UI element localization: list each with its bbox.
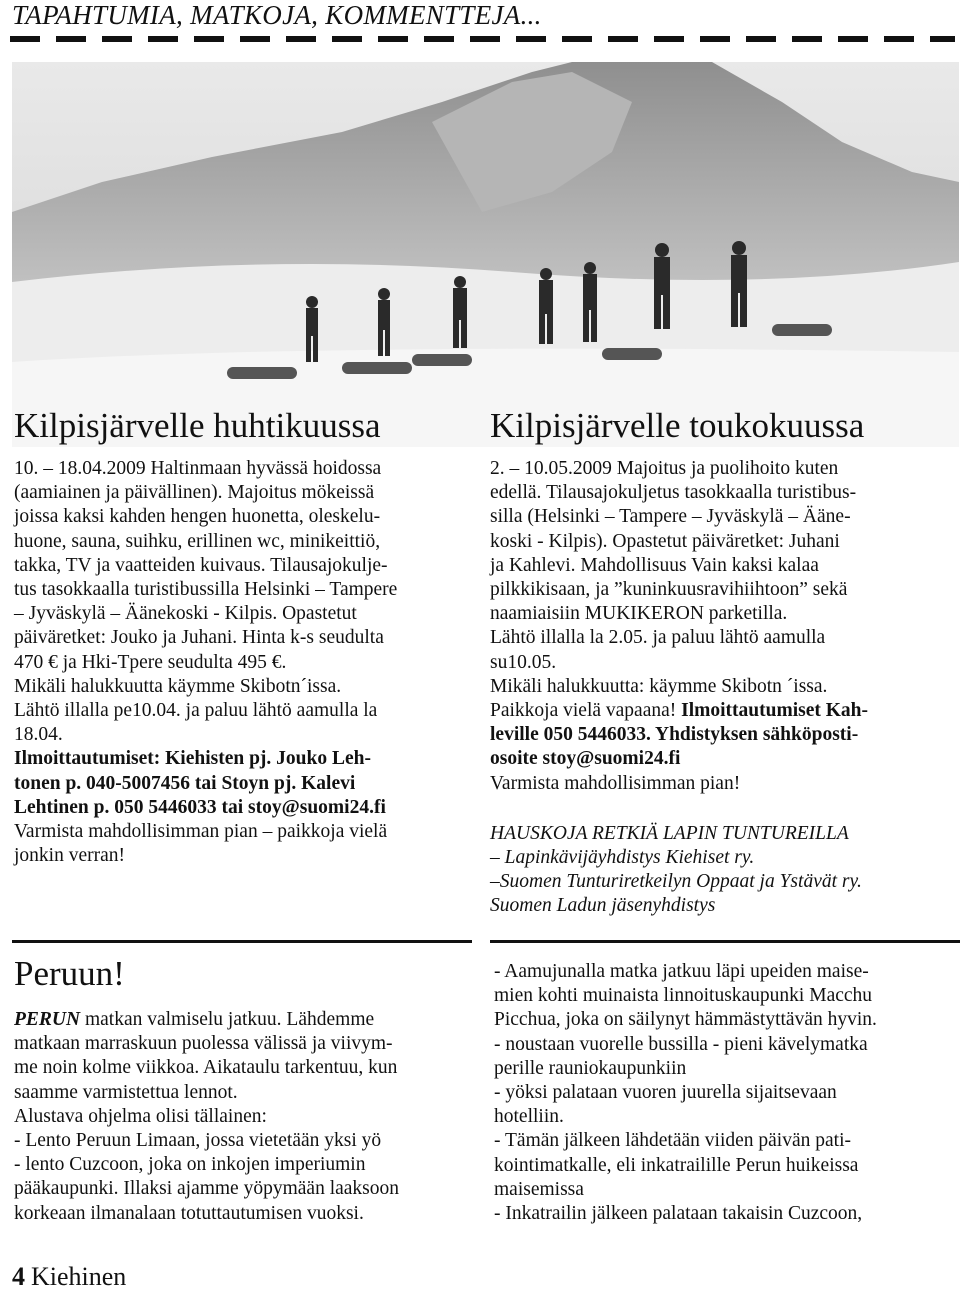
peru-article-body-right [494,960,954,1226]
text-line: 10. – 18.04.2009 Haltinmaan hyvässä hoidossa [14,458,382,479]
text-line: - Aamujunalla matka jatkuu läpi upeiden maise- [494,961,869,982]
registration-line: Lehtinen p. 050 5446033 tai stoy@suomi24.fi [14,796,386,818]
text-line: Lähtö illalla la 2.05. ja paluu lähtö aamulla [490,627,826,649]
section-divider-right [490,940,960,943]
text-line: me noin kolme viikkoa. Aikataulu tarkentuu, kun [14,1057,398,1079]
peru-article-body-left [14,1008,476,1226]
mixed-line [490,699,950,723]
text-line: edellä. Tilausajokuljetus tasokkaalla turistibus- [490,482,857,504]
text-line: perille rauniokaupunkiin [494,1057,687,1079]
text-line: Picchua, joka on säilynyt hämmästyttävän hyvin. [494,1009,877,1031]
text-line: maisemissa [494,1178,584,1200]
text-line: 470 € ja Hki-Tpere seudulta 495 €. [14,651,287,673]
page-header: TAPAHTUMIA, MATKOJA, KOMMENTTEJA... [12,0,542,30]
text-line: jonkin verran! [14,845,126,867]
registration-line: leville 050 5446033. Yhdistyksen sähköposti- [490,724,859,746]
text-line: tus tasokkaalla turistibussilla Helsinki – Tampere [14,579,398,601]
text-line: – Jyväskylä – Äänekoski - Kilpis. Opastetut [14,603,357,625]
header-dashed-rule [10,36,955,42]
registration-line: tonen p. 040-5007456 tai Stoyn pj. Kalevi [14,772,356,794]
text-line: päiväretket: Jouko ja Juhani. Hinta k-s seudulta [14,627,384,649]
text-line: hotelliin. [494,1106,564,1128]
registration-line: Ilmoittautumiset: Kiehisten pj. Jouko Leh- [14,748,371,770]
text-line: Lähtö illalla pe10.04. ja paluu lähtö aamulla la [14,700,378,722]
italic-line: – Lapinkävijäyhdistys Kiehiset ry. [490,847,755,869]
text-line: huone, sauna, suihku, erillinen wc, minikeittiö, [14,530,381,552]
text-line: pääkaupunki. Illaksi ajamme yöpymään laaksoon [14,1178,400,1200]
italic-line: HAUSKOJA RETKIÄ LAPIN TUNTUREILLA [490,822,849,844]
text-line: Varmista mahdollisimman pian – paikkoja vielä [14,821,388,843]
text-line: koski - Kilpis). Opastetut päiväretket: Juhani [490,530,840,552]
text-line: (aamiainen ja päivällinen). Majoitus mökeissä [14,482,375,504]
text-line: saamme varmistettua lennot. [14,1081,238,1103]
text-line: - yöksi palataan vuoren juurella sijaitsevaan [494,1082,837,1104]
text-line: 2. – 10.05.2009 Majoitus ja puolihoito kuten [490,458,839,479]
text-line: - noustaan vuorelle bussilla - pieni kävelymatka [494,1033,868,1055]
text-line: kointimatkalle, eli inkatrailille Perun huikeissa [494,1154,859,1176]
text-line: joissa kaksi kahden hengen huonetta, oleskelu- [14,506,381,528]
text-line: Varmista mahdollisimman pian! [490,772,741,794]
text-line: - Inkatrailin jälkeen palataan takaisin Cuzcoon, [494,1203,863,1225]
text-line: korkeaan ilmanalaan totuttautumisen vuoksi. [14,1202,364,1224]
registration-fragment: Ilmoittautumiset Kah- [681,700,868,722]
text-line: - lento Cuzcoon, joka on inkojen imperiumin [14,1154,366,1176]
page-number: 4 [12,1262,25,1291]
text-fragment: Paikkoja vielä vapaana! [490,700,682,722]
italic-line: Suomen Ladun jäsenyhdistys [490,895,716,917]
text-line: Mikäli halukkuutta käymme Skibotn´issa. [14,675,342,697]
registration-line: osoite stoy@suomi24.fi [490,748,681,770]
text-line: silla (Helsinki – Tampere – Jyväskylä – Ääne- [490,506,851,528]
italic-line: –Suomen Tunturiretkeilyn Oppaat ja Ystävät ry. [490,871,862,893]
text-line: Mikäli halukkuutta: käymme Skibotn ´issa. [490,675,828,697]
left-article-title: Kilpisjärvelle huhtikuussa [14,406,381,445]
section-divider-left [12,940,472,943]
lead-keyword: PERUN [14,1009,81,1030]
peru-article-title: Peruun! [14,954,125,993]
text-fragment: matkan valmiselu jatkuu. Lähdemme [80,1009,375,1030]
text-line: naamiaisiin MUKIKERON parketilla. [490,603,788,625]
text-line: 18.04. [14,724,63,746]
text-line: mien kohti muinaista linnoituskaupunki Macchu [494,985,873,1007]
text-line: matkaan marraskuun puolessa välissä ja viivym- [14,1033,393,1055]
text-line: - Lento Peruun Limaan, jossa vietetään yksi yö [14,1130,382,1152]
publication-name: Kiehinen [31,1262,127,1291]
text-line: pilkkikisaan, ja ”kuninkuusravihiihtoon” sekä [490,579,848,601]
text-line: - Tämän jälkeen lähdetään viiden päivän pati- [494,1130,851,1152]
lead-line [14,1008,476,1032]
page-footer [12,1262,126,1292]
text-line: su10.05. [490,651,557,673]
left-article-body [14,457,476,868]
right-article-body [490,457,950,919]
skiing-group-photo [12,62,959,447]
text-line: takka, TV ja vaatteiden kuivaus. Tilausajokulje- [14,554,388,576]
right-article-title: Kilpisjärvelle toukokuussa [490,406,865,445]
text-line: ja Kahlevi. Mahdollisuus Vain kaksi kalaa [490,554,819,576]
text-line: Alustava ohjelma olisi tällainen: [14,1105,267,1127]
